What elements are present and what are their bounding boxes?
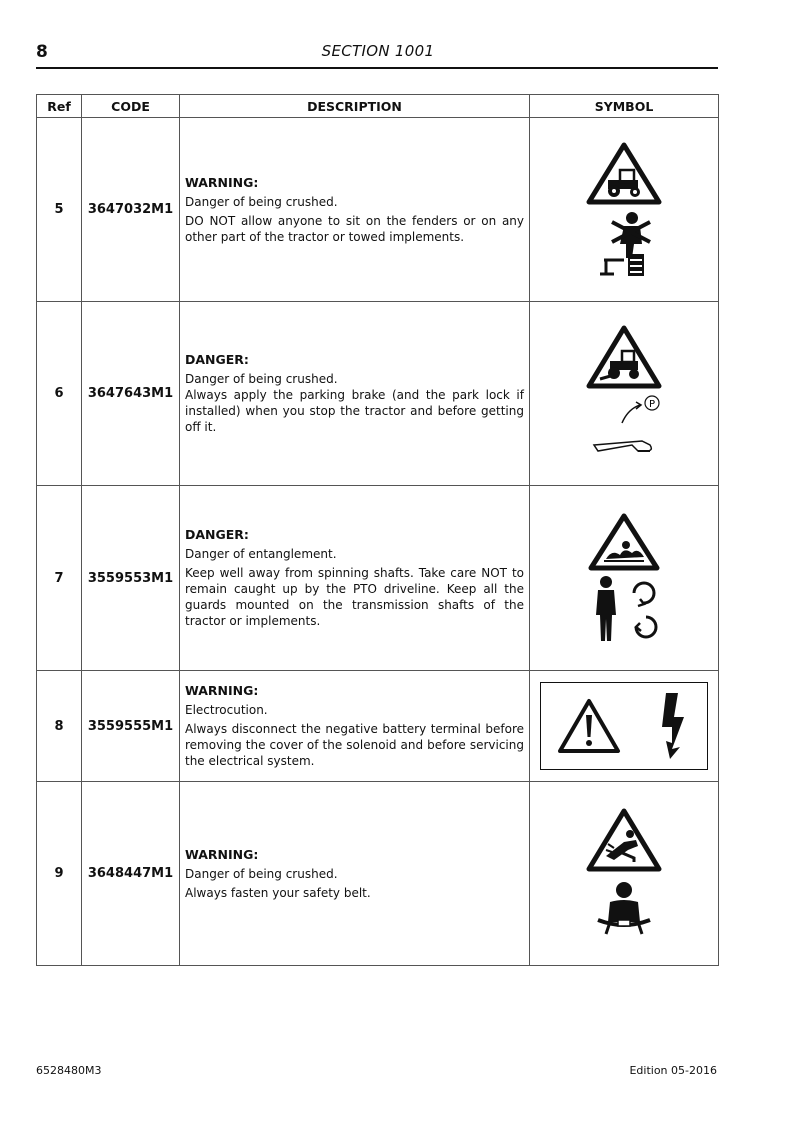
code-cell: 3559555M1: [82, 671, 180, 782]
instruction-text: Keep well away from spinning shafts. Take care NOT to remain caught up by the PTO driveline. Keep all the guards mounted on the transmission shafts of the tractor or implements.: [185, 566, 524, 628]
hazard-text: Danger of being crushed.: [185, 866, 338, 881]
hazard-text: Danger of being crushed.: [185, 194, 338, 209]
column-header-code: CODE: [82, 95, 180, 118]
table-header-row: [37, 95, 719, 118]
instruction-text: Always apply the parking brake (and the park lock if installed) when you stop the tractor and before getting off it.: [185, 388, 524, 434]
hazard-text: Electrocution.: [185, 703, 268, 717]
instruction-text: Always fasten your safety belt.: [185, 885, 371, 900]
column-header-ref: Ref: [37, 95, 82, 118]
svg-text:P: P: [649, 398, 656, 410]
ref-cell: 8: [37, 671, 82, 782]
column-header-description: DESCRIPTION: [180, 95, 530, 118]
description-cell: [180, 486, 530, 671]
instruction-text: Always disconnect the negative battery terminal before removing the cover of the solenoid and before servicing the electrical system.: [185, 722, 524, 768]
hazard-and-instruction-text: [185, 371, 524, 435]
description-cell: [180, 782, 530, 966]
hazard-level: DANGER:: [185, 527, 249, 542]
table-row: [37, 302, 719, 486]
symbol-cell: [530, 782, 719, 966]
symbol-cell: [530, 118, 719, 302]
section-title: SECTION 1001: [321, 42, 435, 60]
ref-cell: 7: [37, 486, 82, 671]
ref-cell: 6: [37, 302, 82, 486]
hazard-level: WARNING:: [185, 846, 259, 862]
code-cell: 3559553M1: [82, 486, 180, 671]
description-cell: [180, 671, 530, 782]
symbol-cell: [530, 302, 719, 486]
edition-label: Edition 05-2016: [629, 1064, 717, 1077]
person-rotating-shaft-icon: [584, 573, 664, 645]
parking-brake-lever-icon: [574, 393, 674, 465]
table-row: [37, 486, 719, 671]
ref-cell: 9: [37, 782, 82, 966]
header-rule: [36, 67, 718, 69]
tractor-runover-triangle-icon: [584, 323, 664, 393]
symbol-cell: [530, 486, 719, 671]
crush-triangle-icon: [584, 806, 664, 876]
instruction-text: DO NOT allow anyone to sit on the fenders or on any other part of the tractor or towed implements.: [185, 213, 524, 244]
safety-decal-table: [36, 94, 719, 966]
hazard-text: Danger of being crushed.: [185, 372, 338, 386]
description-cell: [180, 302, 530, 486]
code-cell: 3647032M1: [82, 118, 180, 302]
page-number: 8: [36, 42, 48, 62]
no-riding-on-fender-icon: [584, 208, 664, 280]
tractor-warning-triangle-icon: [584, 140, 664, 208]
entanglement-triangle-icon: [586, 511, 662, 573]
hazard-level: DANGER:: [185, 352, 249, 367]
table-row: [37, 118, 719, 302]
table-row: [37, 671, 719, 782]
symbol-cell: [530, 671, 719, 782]
electrocution-decal: [540, 682, 708, 770]
seat-belt-icon: [584, 876, 664, 942]
hazard-level: WARNING:: [185, 683, 259, 698]
column-header-symbol: SYMBOL: [530, 95, 719, 118]
description-cell: [180, 118, 530, 302]
lightning-bolt-icon: [652, 691, 692, 761]
code-cell: 3648447M1: [82, 782, 180, 966]
hazard-text: Danger of entanglement.: [185, 547, 337, 561]
ref-cell: 5: [37, 118, 82, 302]
table-row: [37, 782, 719, 966]
hazard-level: WARNING:: [185, 174, 259, 190]
exclamation-triangle-icon: [556, 697, 622, 755]
code-cell: 3647643M1: [82, 302, 180, 486]
document-number: 6528480M3: [36, 1064, 102, 1077]
